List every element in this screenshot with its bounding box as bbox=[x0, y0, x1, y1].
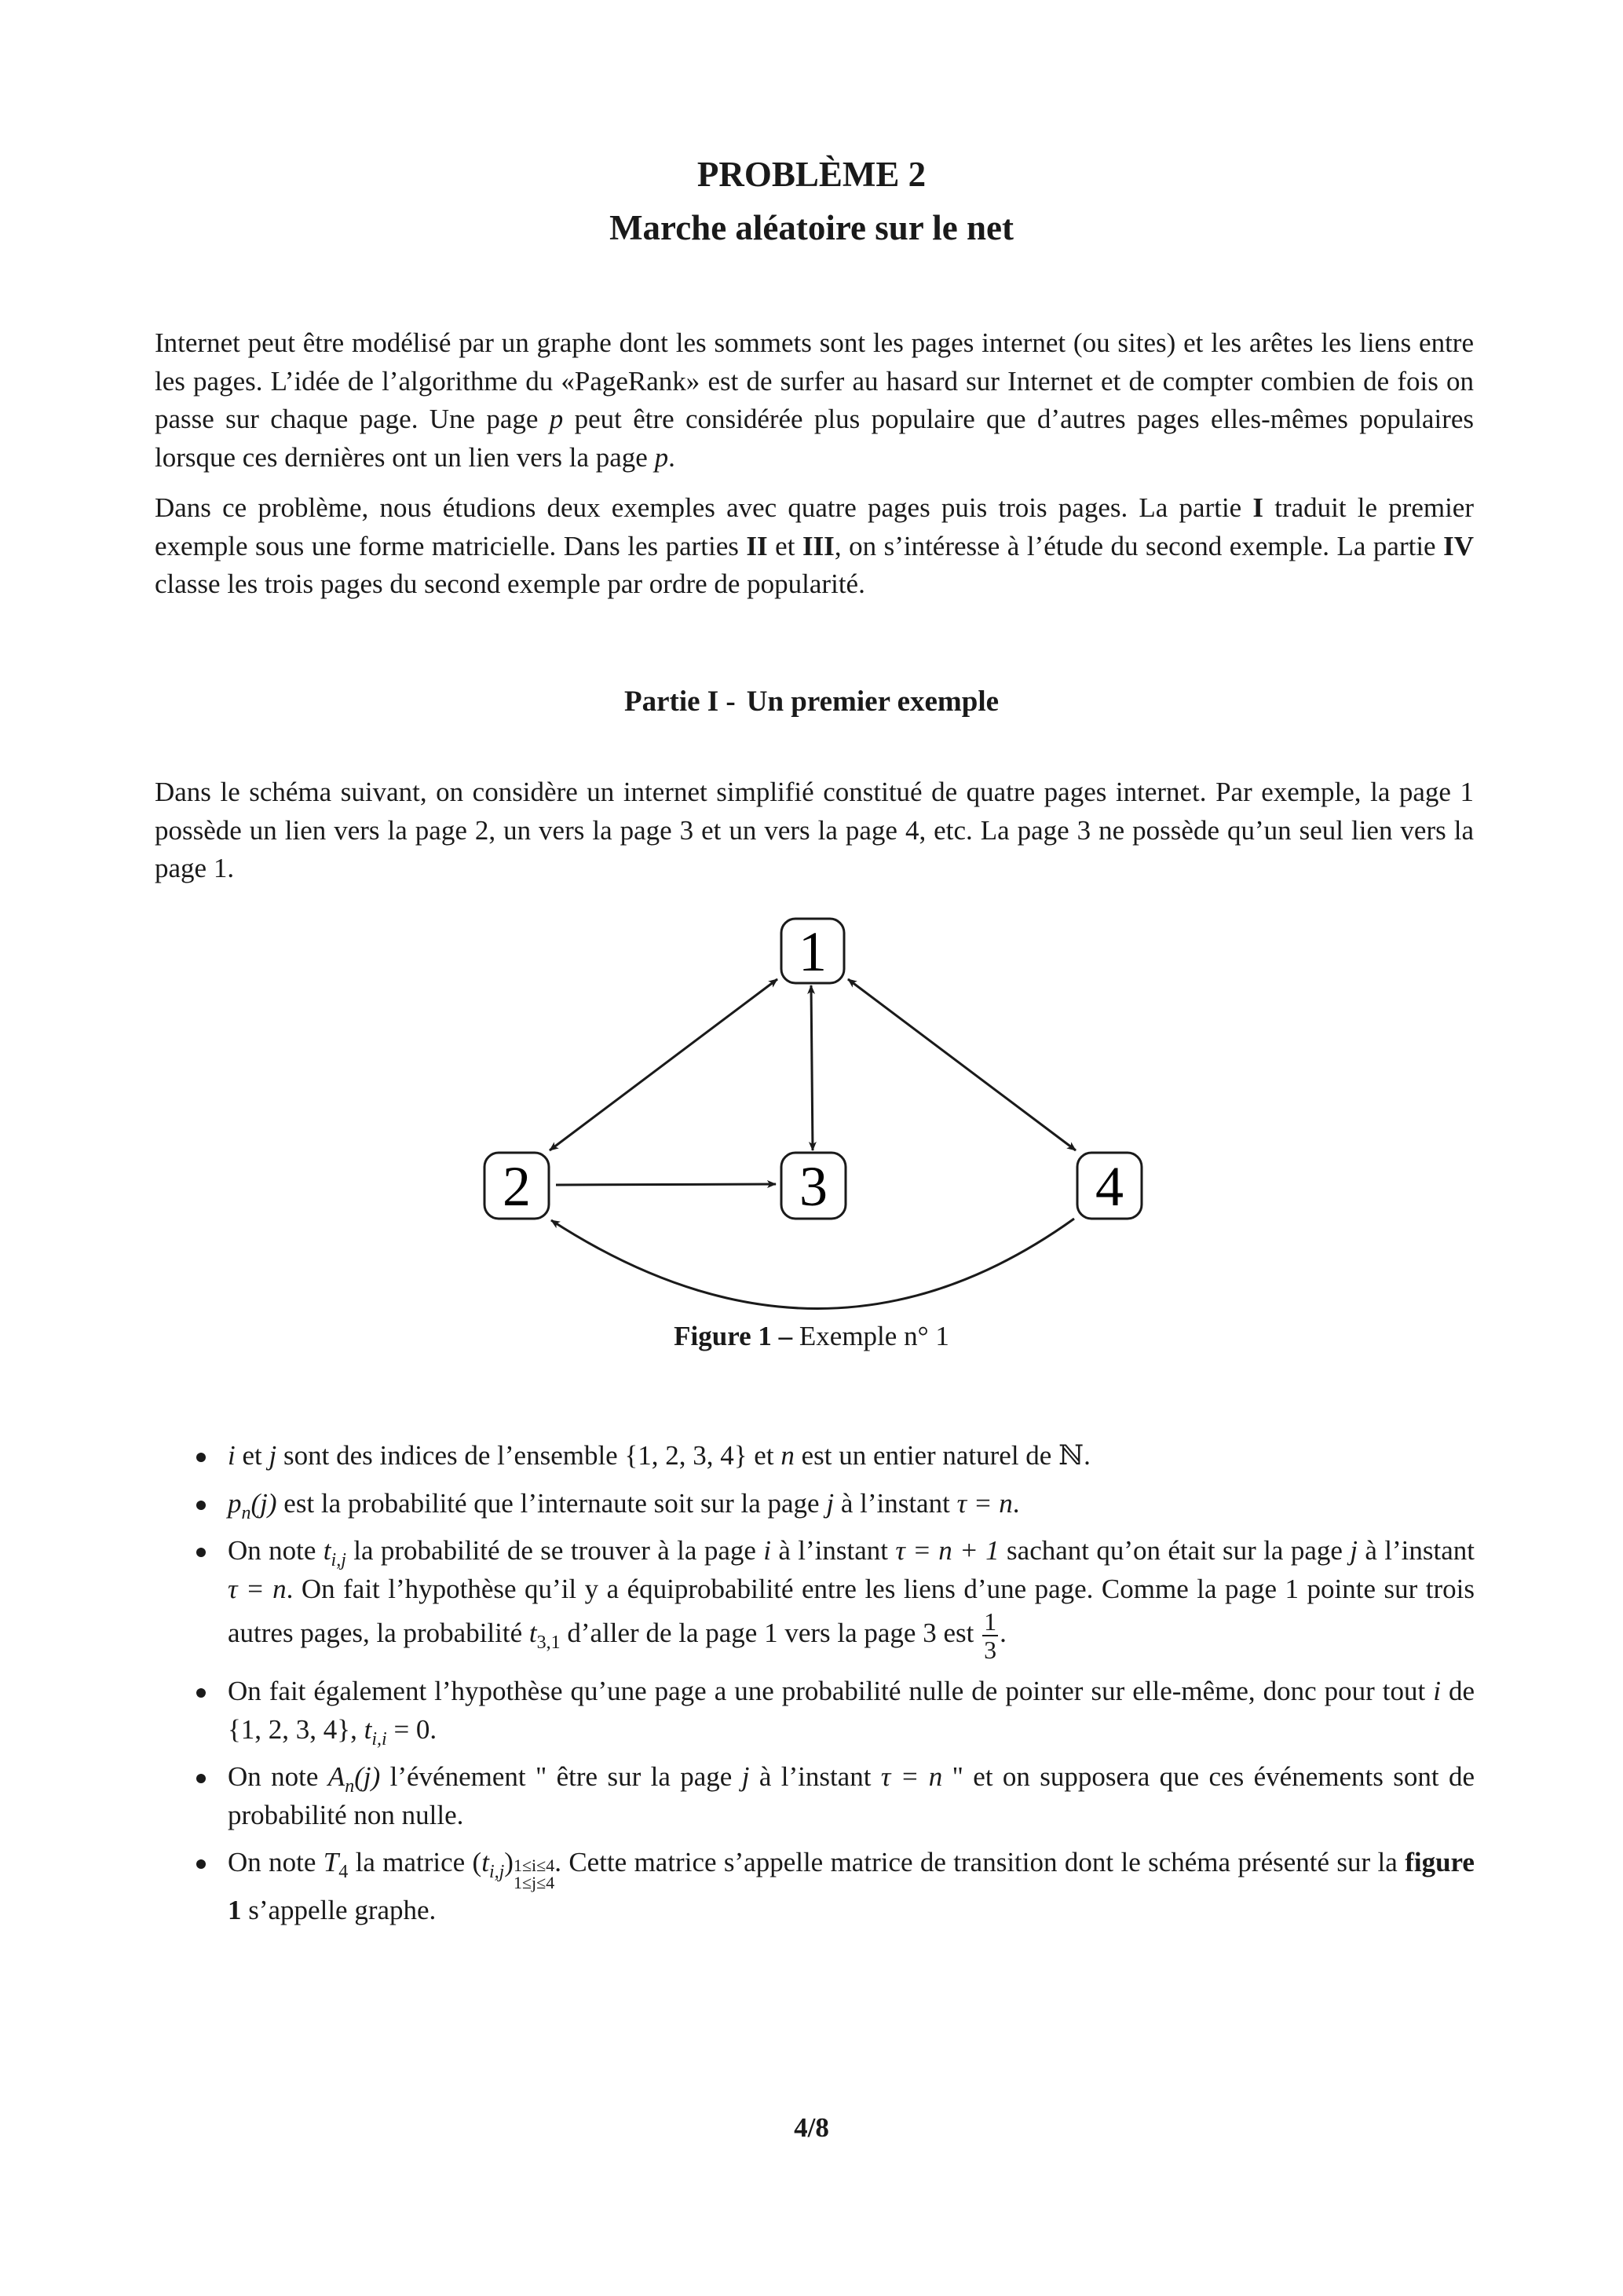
text: Dans ce problème, nous étudions deux exemples avec quatre pages puis trois pages. La partie bbox=[155, 492, 1253, 523]
fraction bbox=[982, 1608, 998, 1663]
bullet-icon bbox=[196, 1453, 206, 1462]
part-ref: III bbox=[802, 530, 835, 561]
section-heading bbox=[0, 685, 1623, 718]
text: et bbox=[767, 530, 802, 561]
bullet-icon bbox=[196, 1548, 206, 1557]
math-var: t bbox=[528, 1618, 537, 1649]
figure-reference: figure 1 bbox=[228, 1847, 1475, 1925]
section-number: Partie I - bbox=[623, 686, 736, 718]
text: à l’instant bbox=[1358, 1535, 1475, 1566]
text: sont des indices de l’ensemble {1, 2, 3, 4} et bbox=[276, 1440, 781, 1471]
text: ) bbox=[504, 1847, 514, 1877]
fraction-denominator: 3 bbox=[984, 1636, 997, 1664]
text: . bbox=[1012, 1487, 1020, 1519]
math-sub: i,i bbox=[371, 1728, 387, 1749]
math-sub: n bbox=[241, 1502, 251, 1523]
text: On fait également l’hypothèse qu’une page a une probabilité nulle de pointer sur elle-même, donc pour tout bbox=[228, 1676, 1434, 1706]
graph-figure bbox=[440, 903, 1193, 1311]
math-sub: i,j bbox=[488, 1862, 505, 1882]
math-var: p bbox=[549, 404, 564, 434]
text: de {1, 2, 3, 4}, bbox=[228, 1676, 1475, 1745]
math-var: t bbox=[323, 1535, 331, 1566]
math-sub: 3,1 bbox=[536, 1632, 561, 1654]
list-item bbox=[188, 1844, 1475, 1930]
bullet-icon bbox=[196, 1859, 206, 1869]
bullet-icon bbox=[196, 1501, 206, 1510]
math-var: j bbox=[269, 1440, 277, 1471]
bullet-icon bbox=[196, 1774, 206, 1783]
text: la probabilité de se trouver à la page bbox=[345, 1535, 764, 1566]
math-arg: (j) bbox=[354, 1761, 381, 1792]
math-var: p bbox=[654, 441, 669, 473]
math-expr: τ = n bbox=[880, 1761, 943, 1792]
edge-1-3 bbox=[811, 985, 813, 1150]
text: On note bbox=[228, 1847, 324, 1877]
node-label: 3 bbox=[799, 1155, 828, 1218]
problem-title: PROBLÈME 2 bbox=[696, 155, 927, 194]
index-range bbox=[514, 1857, 554, 1892]
graph-node-3 bbox=[781, 1153, 846, 1219]
section-paragraph: Dans le schéma suivant, on considère un internet simplifié constitué de quatre pages internet. Par exemple, la page 1 possède un lien vers la page 2, un vers la page 3 et un vers la page 4, etc. La page 3 ne possède qu’un seul lien vers la page 1. bbox=[155, 777, 1474, 883]
text: classe les trois pages du second exemple par ordre de popularité. bbox=[155, 569, 865, 599]
section-title: Un premier exemple bbox=[746, 686, 1000, 718]
math-expr: τ = n + 1 bbox=[895, 1535, 1000, 1566]
edge-4-2 bbox=[551, 1219, 1074, 1309]
text: = 0. bbox=[386, 1713, 437, 1745]
list-item bbox=[188, 1532, 1475, 1663]
caption-text: Exemple n° 1 bbox=[792, 1321, 949, 1351]
graph-node-4 bbox=[1077, 1153, 1142, 1219]
text: à l’instant bbox=[834, 1487, 957, 1519]
part-ref: I bbox=[1252, 492, 1264, 523]
fraction-numerator: 1 bbox=[984, 1607, 997, 1636]
text: On note bbox=[228, 1535, 324, 1566]
naturals-symbol: ℕ bbox=[1058, 1440, 1084, 1472]
page-number: 4/8 bbox=[794, 2112, 829, 2143]
text: . On fait l’hypothèse qu’il y a équiprobabilité entre les liens d’une page. Comme la page 1 pointe sur trois autres pages, la probabilité bbox=[228, 1573, 1475, 1649]
text: On note bbox=[228, 1761, 328, 1792]
text: et bbox=[235, 1440, 269, 1471]
text: traduit le premier exemple sous une forme matricielle. Dans les parties bbox=[155, 492, 1475, 561]
list-item bbox=[188, 1437, 1475, 1475]
text: d’aller de la page 1 vers la page 3 est bbox=[560, 1618, 981, 1649]
definitions-list bbox=[188, 1437, 1475, 1940]
problem-subtitle: Marche aléatoire sur le net bbox=[609, 208, 1014, 247]
math-var: t bbox=[364, 1713, 372, 1745]
text: est un entier naturel de bbox=[794, 1440, 1059, 1471]
math-var: t bbox=[481, 1847, 489, 1877]
math-var: j bbox=[1350, 1535, 1358, 1566]
math-var: j bbox=[826, 1487, 835, 1519]
node-label: 4 bbox=[1095, 1155, 1124, 1218]
figure-caption bbox=[0, 1321, 1623, 1352]
math-var: i bbox=[763, 1535, 772, 1566]
node-label: 1 bbox=[799, 920, 827, 983]
bullet-icon bbox=[196, 1688, 206, 1698]
math-expr: τ = n bbox=[956, 1487, 1013, 1519]
edge-1-4 bbox=[848, 979, 1076, 1150]
text: " et on supposera que ces événements sont de probabilité non nulle. bbox=[228, 1761, 1475, 1830]
text: . bbox=[668, 441, 675, 473]
range-i: 1≤i≤4 bbox=[513, 1855, 555, 1875]
list-item bbox=[188, 1673, 1475, 1749]
text: Internet peut être modélisé par un graphe dont les sommets sont les pages internet (ou sites) et les arêtes les liens entre les pages. L’idée de l’algorithme du «PageRank» est de surfer au hasard sur Internet et de compter combien de fois on passe sur chaque page. Une page bbox=[155, 327, 1474, 434]
text: est la probabilité que l’internaute soit sur la page bbox=[276, 1487, 827, 1519]
text: sachant qu’on était sur la page bbox=[999, 1535, 1351, 1566]
math-expr: τ = n bbox=[228, 1573, 287, 1604]
math-sub: i,j bbox=[331, 1550, 346, 1570]
part-ref: IV bbox=[1443, 530, 1475, 561]
text: la matrice ( bbox=[348, 1847, 482, 1877]
edge-1-2 bbox=[550, 979, 777, 1150]
caption-label: Figure 1 – bbox=[674, 1321, 793, 1351]
text: . Cette matrice s’appelle matrice de transition dont le schéma présenté sur la bbox=[554, 1847, 1406, 1877]
math-var: n bbox=[780, 1440, 795, 1471]
part-ref: II bbox=[746, 530, 768, 561]
edge-2-3 bbox=[556, 1184, 776, 1185]
graph-node-2 bbox=[484, 1153, 549, 1219]
text: peut être considérée plus populaire que d’autres pages elles-mêmes populaires lorsque ces dernières ont un lien vers la page bbox=[155, 404, 1474, 473]
list-item bbox=[188, 1485, 1475, 1523]
range-j: 1≤j≤4 bbox=[513, 1873, 555, 1892]
graph-node-1 bbox=[781, 919, 844, 983]
math-var: T bbox=[323, 1847, 339, 1877]
math-var: j bbox=[741, 1761, 750, 1792]
text: à l’instant bbox=[749, 1761, 881, 1792]
math-sub: n bbox=[345, 1776, 355, 1797]
node-label: 2 bbox=[503, 1155, 531, 1218]
intro-paragraph-2 bbox=[155, 489, 1474, 604]
math-var: i bbox=[1433, 1676, 1441, 1706]
math-var: p bbox=[228, 1487, 242, 1519]
list-item bbox=[188, 1758, 1475, 1834]
math-arg: (j) bbox=[250, 1487, 277, 1519]
math-var: i bbox=[228, 1440, 236, 1471]
text: . bbox=[1084, 1440, 1091, 1471]
text: . bbox=[1000, 1618, 1007, 1649]
text: l’événement " être sur la page bbox=[380, 1761, 742, 1792]
math-var: A bbox=[327, 1761, 345, 1792]
text: s’appelle graphe. bbox=[241, 1895, 437, 1925]
text: , on s’intéresse à l’étude du second exemple. La partie bbox=[834, 530, 1444, 561]
text: à l’instant bbox=[771, 1535, 896, 1566]
math-sub: 4 bbox=[338, 1862, 349, 1882]
intro-paragraph-1 bbox=[155, 324, 1474, 477]
